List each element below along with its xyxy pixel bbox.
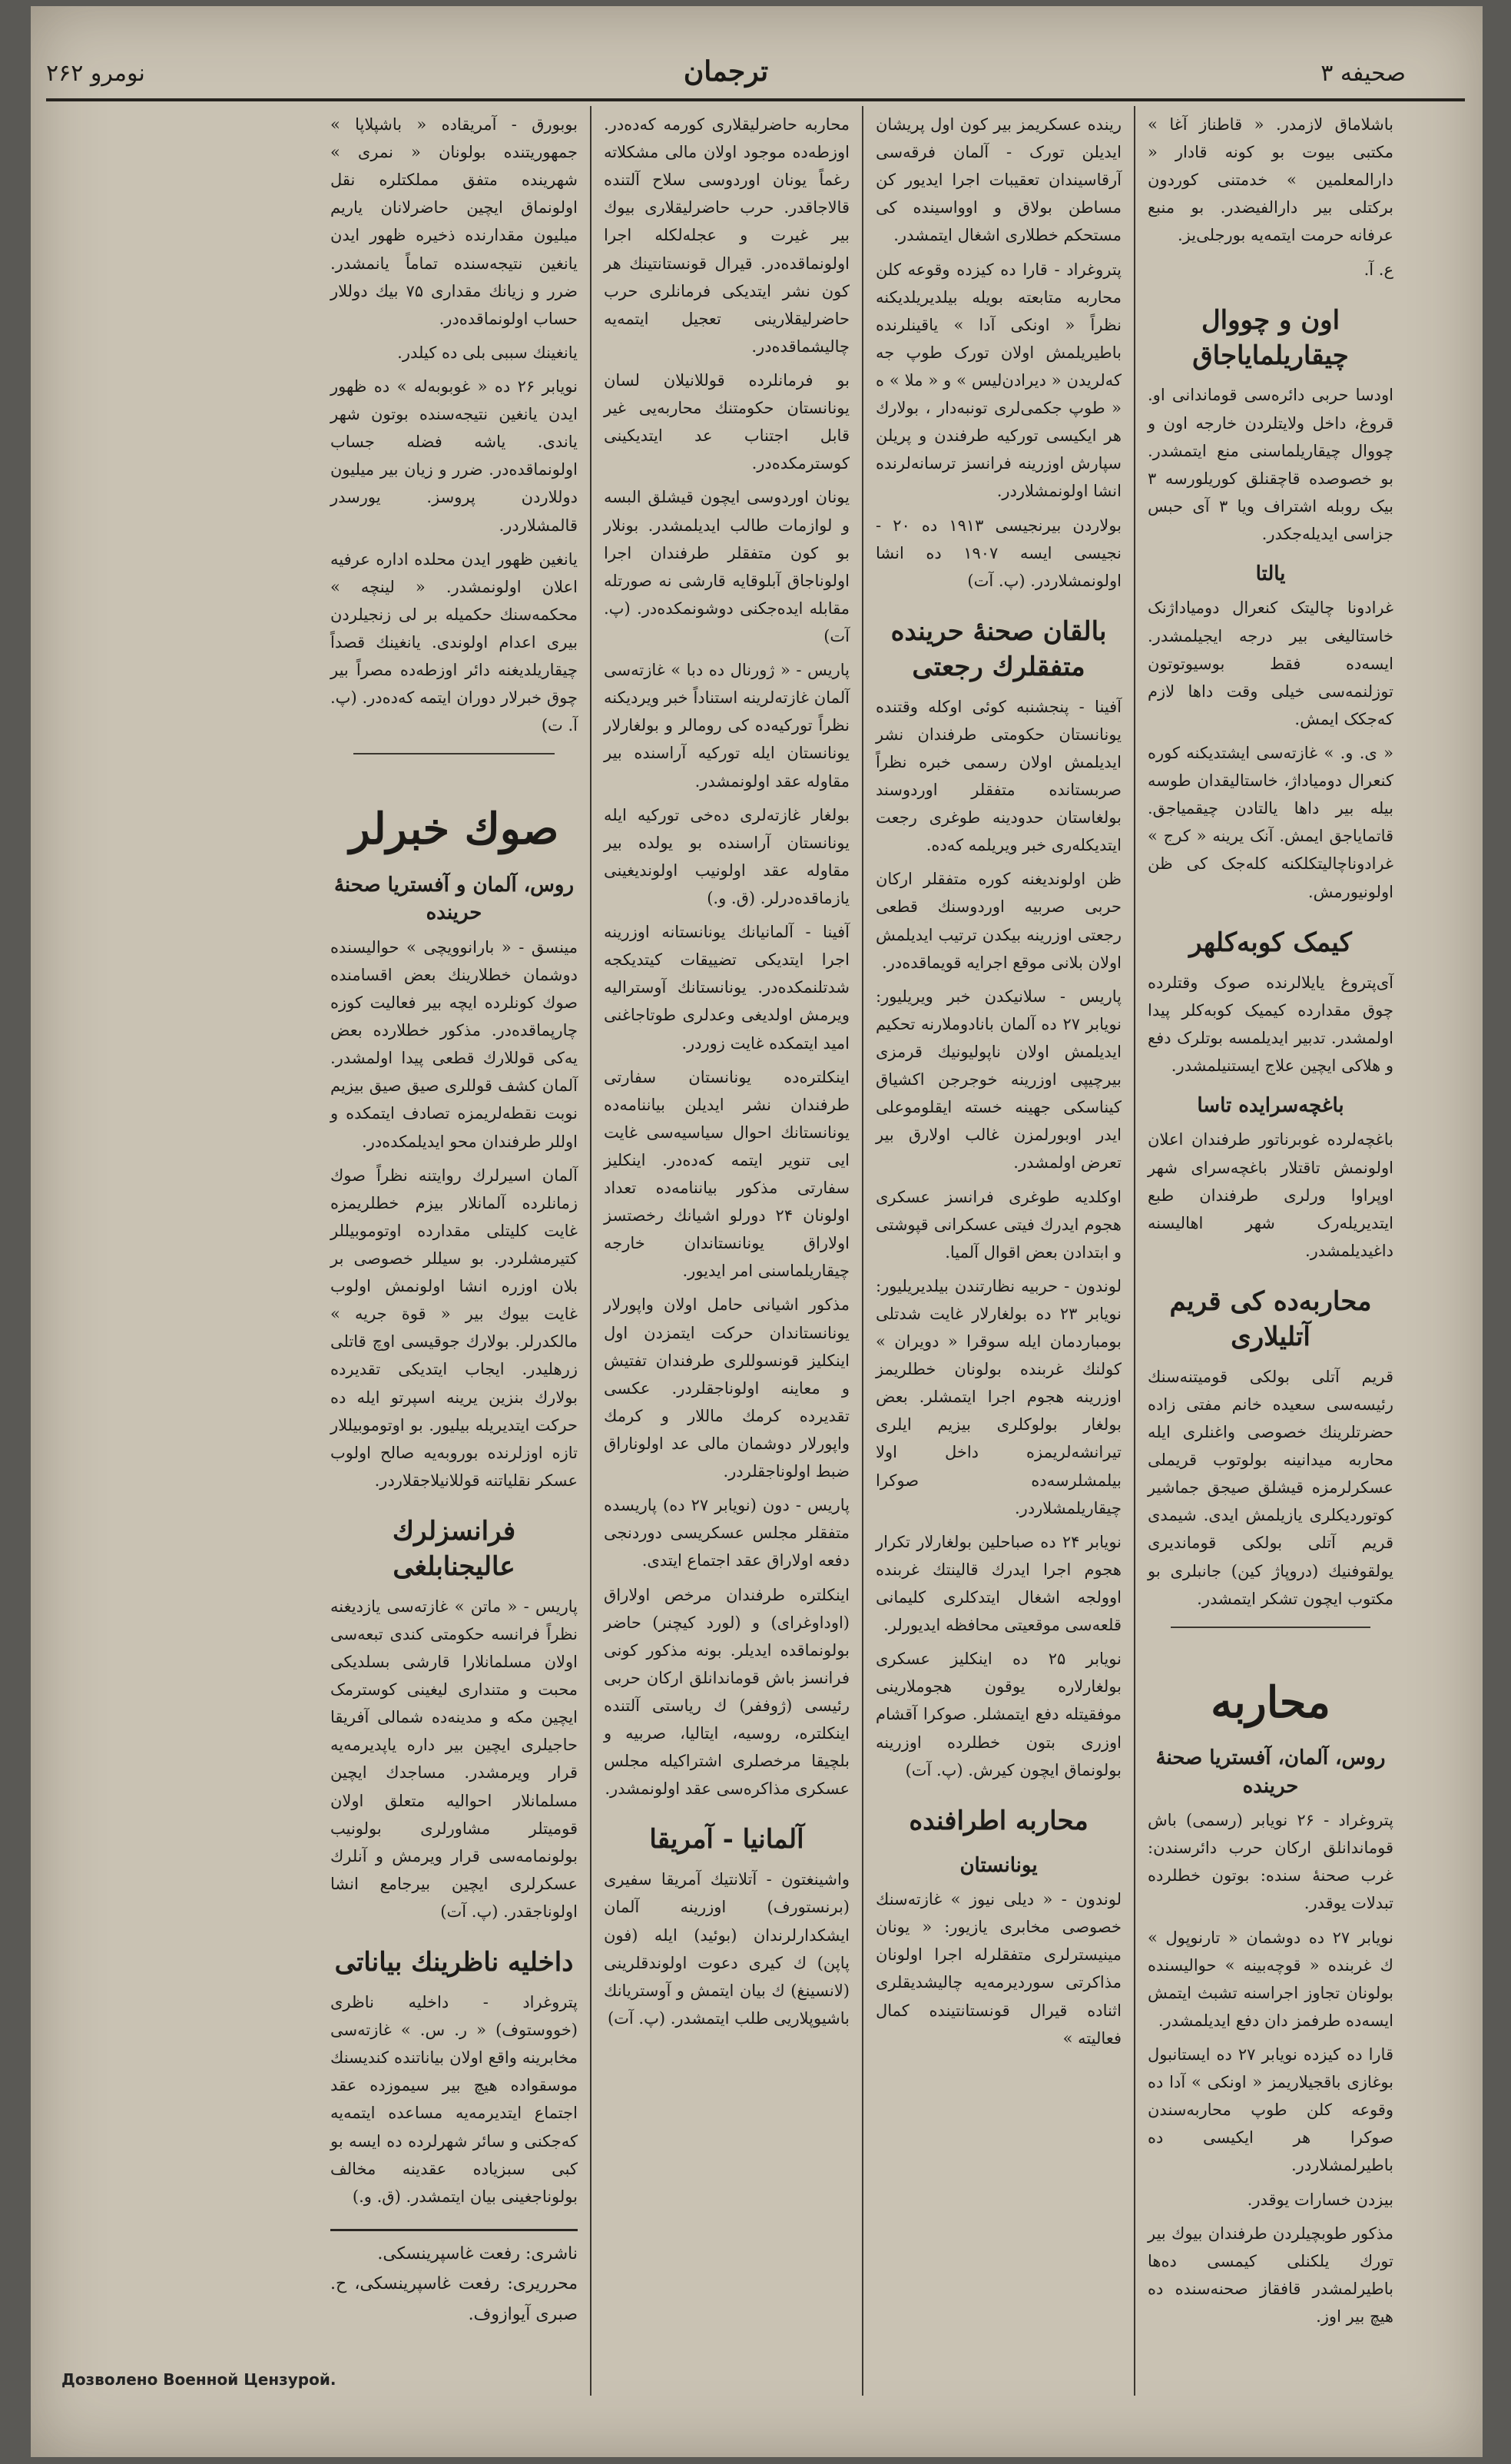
column-2	[862, 106, 1134, 2396]
article-paragraph: ظن اولوندیغنه کوره متفقلر ارکان حربی صربیه اوردوسنك قطعی رجعتی اوزرینه بیکدن ترتیب ایدیلمش اولان بلانی موقع اجرایه قویماقده‌در.	[876, 870, 1122, 972]
section-divider	[1171, 1627, 1370, 1628]
article-paragraph: پتروغراد - داخلیه ناظری (خووستوف) « ر. س. » غازته‌سی مخابرینه واقع اولان بیاناتنده کندیسنك موسقواده هیچ بیر سیموزده عقد اجتماع ایتدیرمه‌یه مساعده ایتمه‌یه که‌جکنی و سائر شهرلرده ده ایسه بو کبی سبزیاده عقدینه مخالف بولوناجغینی بیان ایتمشدر. (ق. و.)	[330, 1992, 578, 2206]
article-paragraph: پاریس - سلانیکدن خبر ویریلیور: نویابر ۲۷ ده آلمان بانادوملارنه تحکیم ایدیلمش اولان ناپولیونیك قرمزی بیرچیپی اوزرینه خوجرجن اکشیاق کیناسکی جهینه خسته ایقلوموعلی ایدر اوبورلمزن غالب اولارق بیر تعرض اولمشدر.	[876, 987, 1122, 1172]
article-subheading: روس، آلمان و آفستریا صحنهٔ حرینده	[333, 874, 575, 925]
section-headline: صوك خبرلر	[349, 804, 559, 855]
article-paragraph: بوبورق - آمریقاده « باشپلاپا » جمهوریتنده بولونان « نمری » شهرینده متفق مملکتلره نقل اولونماق ایچین حاضرلانان یاریم میلیون مقدارنده ذخیره ظهور ایدن یانغین نتیجه‌سنده تماماً یانمشدر. ضرر و زیانك مقداری ۷۵ بیك دوللار حساب اولونماقده‌در.	[330, 115, 578, 328]
article-paragraph: مذکور اشیانی حامل اولان واپورلار یونانستاندان حرکت ایتمزدن اول اینکلیز قونسوللری طرفندان تفتیش و معاینه اولوناجقلردر. عکسی تقدیرده کرمك ماللار و کرمك واپورلار دوشمان مالی عد اولوناراق ضبط اولوناجقلردر.	[604, 1295, 850, 1481]
article-paragraph: اینکلتره طرفندان مرخص اولاراق (اوداوغرای) و (لورد کیچنر) حاضر بولونماقده ایدیلر. بونه مذکور کونی فرانسز باش قوماندانلق ارکان حربی رئیسی (ژوففر) ك ریاستی آلتنده اینکلتره، روسیه، ایتالیا، صربیه و بلچیقا مرخصلری اشتراکیله مجلس عسکری مذاکره‌سی عقد اولونمشدر.	[604, 1585, 850, 1799]
article-paragraph: رینده عسکریمز بیر کون اول پریشان ایدیلن تورک - آلمان فرقه‌سی آرقاسیندان تعقیبات اجرا ایدیور کن مساطن بولاق و اوواسینده کی مستحکم خطلاری اشغال ایتمشدر.	[876, 115, 1122, 245]
article-paragraph: آفینا - پنجشنبه کوئی اوکله وقتنده یونانستان حکومتی طرفندان نشر ایدیلمش اولان رسمی خبره نظراً صربستانده متفقلر اوردوسند بولغاستان حدودینه طوغری رجعت ایتدیکله‌ری خبر ویریلمه که‌ده.	[876, 697, 1122, 855]
article-subheading: یونانستان	[959, 1853, 1038, 1877]
article-paragraph: باشلاماق لازمدر. « قاطناز آغا » مکتبی بیوت بو کونه قادار « دارالمعلمین » خدمتنی کوردون برکتلی بیر دارالفیضدر. بو منبع عرفانه حرمت ایتمه‌یه بورجلی‌یز.	[1148, 115, 1393, 245]
article-paragraph: یونان اوردوسی ایچون قیشلق البسه و لوازمات طالب ایدیلمشدر. بونلار بو کون متفقلر طرفندان اجرا اولوناجاق آبلوقایه قارشی نه صورتله مقابله ایده‌جکنی دوشونمکده‌در. (پ. آت)	[604, 488, 850, 645]
article-paragraph: آی‌پتروغ یایلالرنده صوک وقتلرده چوق مقدارده کیمیک کوبه‌کلر پیدا اولمشدر. تدبیر ایدیلمسه بوتلرک دفع و هلاکی ایچین علاج ایستنیلمشدر.	[1148, 973, 1393, 1075]
article-paragraph: آلمان اسیرلرك روایتنه نظراً صوك زمانلرده آلمانلار بیزم خطلریمزه غایت کلیتلی مقدارده اوتوموبیللر کتیرمشلردر. بو سیللر خصوصی بر بلان اوزره انشا اولونمش اولوب غایت بیوك بیر « قوة جریه » مالکدرلر. بولارك جوقیسی اوچ قاتلی زرهلیدر. ایجاب ایتدیکی تقدیرده بولارك بنزین یرینه اسپرتو ایله ده حرکت ایتدیریله بیلیور. بو اوتوموبیللار تازه اوزلرنده بوروبه‌یه صالح اولوب عسکر نقلیاتنه قوللانیلاجقلاردر.	[330, 1166, 578, 1490]
section-headline: محاربه	[1211, 1676, 1330, 1728]
credit-line: محرریری: رفعت غاسپرینسکی، ح. صبری آیوازوف.	[330, 2274, 578, 2325]
article-paragraph: نویابر ۲۵ ده اینکلیز عسکری بولغارلاره یوقون هجوملارینی موفقیتله دفع ایتمشلر. صوکرا آقشام اوزری بتون خطلرده اوزرینه بولونماق ایچون کیرش. (پ. آت)	[876, 1650, 1122, 1779]
article-paragraph: نویابر ۲۴ ده صباحلین بولغارلار تکرار هجوم اجرا ایدرك قالینتك غربنده اوولجه اشغال ایتدکلری کلیمانی قلعه‌سی موقعیتی محافظه ایدیورلر.	[876, 1532, 1122, 1635]
article-headline: محاربه‌ده کی قریم آتلیلاری	[1169, 1285, 1372, 1352]
column-1	[1134, 106, 1406, 2396]
article-paragraph: محاربه حاضرلیقلاری کورمه که‌ده‌در. اوزطه‌ده موجود اولان مالی مشکلاته رغماً یونان اوردوسی سلاح آلتنده قالاجاقدر. حرب حاضرلیقلاری بیوك بیر غیرت و عجله‌لکله اجرا اولونماقده‌در. قیرال قونستانتینك هر کون نشر ایتدیکی فرمانلری حرب حاضرلیقلارینی تعجیل ایتمه‌یه چالیشماقده‌در.	[604, 115, 850, 356]
article-paragraph: ع. آ.	[1364, 260, 1393, 279]
article-subheading: باغچه‌سرایده تاسا	[1197, 1094, 1344, 1118]
article-paragraph: واشینغتون - آتلانتیك آمریقا سفیری (برنستورف) اوزرینه آلمان ایشکدارلرندان (بوئید) ایله (فون پاپن) ك کیری دعوت اولوندقلرینی (لانسینغ) ك بیان ایتمش و آوستریانك باشیوپلاریی طلب ایتمشدر. (پ. آت)	[604, 1870, 850, 2028]
article-paragraph: بو فرمانلرده قوللانیلان لسان یونانستان حکومتنك محاربه‌یی غیر قابل اجتناب عد ایتدیکینی کوسترمکده‌در.	[604, 370, 850, 473]
publisher-credits	[330, 2229, 578, 2330]
column-3	[590, 106, 862, 2396]
article-paragraph: یانغین ظهور ایدن محلده اداره عرفیه اعلان اولونمشدر. « لینچه » محکمه‌سنك حکمیله بر لی زنجیلردن بیری اعدام اولوندی. یانغینك قصداً چیقاریلدیغنه دائر اوزطه‌ده مصراً بیر چوق خبرلار دوران ایتمه که‌ده‌در. (پ. آ. ت)	[330, 549, 578, 735]
newspaper-title: ترجمان	[683, 55, 769, 88]
article-paragraph: پاریس - دون (نویابر ۲۷ ده) پاریسده متفقلر مجلس عسکریسی دوردنجی دفعه اولاراق عقد اجتماع ایتدی.	[604, 1496, 850, 1570]
article-paragraph: نویابر ۲۶ ده « غوبوبه‌له » ده ظهور ایدن یانغین نتیجه‌سنده بوتون شهر یاندی. یاشه فضله جساب اولونماقده‌در. ضرر و زیان بیر میلیون دوللاردن پروسز. یورسدر قالمشلاردر.	[330, 376, 578, 535]
article-paragraph: پتروغراد - ۲۶ نویابر (رسمی) باش قوماندانلق ارکان حرب دائرسندن: غرب صحنهٔ سنده: بوتون خطلرده تبدلات یوقدر.	[1148, 1811, 1393, 1913]
article-headline: داخلیه ناظرینك بیاناتی	[334, 1947, 574, 1978]
article-paragraph: بولاردن بیرنجیسی ۱۹۱۳ ده ۲۰ - نجیسی ایسه ۱۹۰۷ ده انشا اولونمشلاردر. (پ. آت)	[876, 516, 1122, 590]
article-columns	[46, 106, 1406, 2396]
article-paragraph: لوندون - حربیه نظارتندن بیلدیریلیور: نویابر ۲۳ ده بولغارلار غایت شدتلی بومباردمان ایله سوقرا « دویران » کولنك غربنده بولونان خطلریمز اوزرینه هجوم اجرا ایتمشلر. بعض بولغار بولوکلری بیزیم ایلری تیرانشه‌لریمزه داخل اولا بیلمشلرسه‌ده صوکرا چیقاریلمشلاردر.	[876, 1276, 1122, 1517]
article-subheading: روس، آلمان، آفستریا صحنهٔ حرینده	[1155, 1746, 1386, 1798]
censor-stamp: Дозволено Военной Цензурой.	[61, 2370, 336, 2389]
article-headline: بالقان صحنهٔ حرینده متفقلرك رجعتی	[890, 615, 1107, 682]
page-number-label: صحیفه ۳	[1320, 60, 1406, 87]
article-paragraph: بولغار غازته‌لری ده‌خی تورکیه ایله یونانستان آراسنده بو یولده بیر مقاوله عقد اولونیب اولوندیغینی یازماقده‌درلر. (ق. و.)	[604, 805, 850, 907]
article-paragraph: آفینا - آلمانیانك یونانستانه اوزرینه اجرا ایتدیکی تضییقات کیتدیکجه شدتلنمکده‌در. یونانستانك آوسترالیه ویرمش اولدیغی وعدلری طوتاجاغنی امید ایتمکده غایت زوردر.	[604, 923, 850, 1053]
article-subheading: یالتا	[1255, 562, 1286, 586]
issue-number-label: نومرو ۲۶۲	[46, 60, 145, 87]
section-divider	[353, 753, 555, 754]
article-paragraph: اودسا حربی دائره‌سی قوماندانی او. قروغ، داخل ولایتلردن خارجه اون و چووال چیقاریلماسنی منع ایتمشدر. بو خصوصده قاچقنلق کوریلورسه ۳ بیک روبله اشتراف ویا ۳ آی حبس جزاسی ایدیله‌جکدر.	[1148, 386, 1394, 543]
article-headline: محاربه اطرافنده	[909, 1805, 1089, 1836]
article-paragraph: مینسق - « بارانوویچی » حوالیسنده دوشمان خطلارینك بعض اقسامنده صوك کونلرده ایچه بیر فعالیت کوزه چارپماقده‌در. مذکور خطلارده بعض یه‌کی قوللارك قطعی پیدا اولمشدر. آلمان کشف قوللری صیق صیق بیزیم نوبت نقطه‌لریمزه تصادف ایتمکده و اوللر طرفندان محو ایدیلمکده‌در.	[330, 937, 578, 1151]
credit-line: ناشری: رفعت غاسپرینسکی.	[377, 2243, 578, 2263]
article-paragraph: بیزدن خسارات یوقدر.	[1247, 2190, 1393, 2209]
article-headline: اون و چووال چیقاریلمایاجاق	[1192, 304, 1349, 371]
article-paragraph: پاریس - « ژورنال ده دبا » غازته‌سی آلمان غازته‌لرینه استناداً خبر ویردیکنه نظراً تورکیه‌ده کی رومالر و بولغارلار یونانستان ایله تورکیه آراسنده بیر مقاوله عقد اولونمشدر.	[604, 661, 850, 791]
article-paragraph: لوندون - « دیلی نیوز » غازته‌سنك خصوصی مخابری یازیور: « یونان مینیسترلری متفقلرله اجرا اولونان مذاکرتی سوردیرمه‌یه چالیشدیقلری اثناده قیرال قونستانتینده کمال فعالیته »	[876, 1890, 1122, 2048]
article-headline: آلمانیا - آمریقا	[649, 1824, 804, 1855]
article-paragraph: قارا ده کیزده نویابر ۲۷ ده ایستانبول بوغازی باقجیلاریمز « اونکی » آدا ده وقوعه کلن طوپ محاربه‌سندن صوکرا هر ایکیسی ده باطیرلمشلاردر.	[1148, 2044, 1393, 2175]
article-headline: فرانسزلرك عالیجنابلغی	[392, 1515, 516, 1582]
article-paragraph: باغچه‌لرده غوبرناتور طرفندان اعلان اولونمش تاقتلار باغچه‌سرای شهر اوپراوا ورلری طرفندان طبع ایتدیریله‌رک شهر اهالیسنه داغیدیلمشدر.	[1148, 1130, 1393, 1260]
column-4	[318, 106, 590, 2396]
article-paragraph: مذکور طوبچیلردن طرفندان بیوك بیر تورك یلکنلی کیمسی ده‌ها باطیرلمشدر قافقاز صحنه‌سنده ده هیچ بیر اوز.	[1148, 2224, 1393, 2326]
article-paragraph: غرادونا چالیتک کنعرال دومیاداژنک خاستالیغی بیر درجه ایجیلمشدر. ایسه‌ده فقط بوسیوتوتون توزلنمه‌سی خیلی وقت داها لازم که‌جکک ایمش.	[1148, 599, 1393, 728]
article-paragraph: اوکلدیه طوغری فرانسز عسکری هجوم ایدرك فیتی عسکرانی قپوشتی و ابتدادن بعض اقوال آلمیا.	[876, 1187, 1122, 1262]
article-paragraph: پتروغراد - قارا ده کیزده وقوعه کلن محاربه متابعته بویله بیلدیریلدیکنه نظراً « اونکی آدا » یاقینلرنده باطیریلمش اولان تورک طوپ جه که‌لریدن « دیرادن‌لیس » و « ملا » ه « طوپ جکمی‌لری تونبه‌دار ، بولارك هر ایکیسی تورکیه طرفندن و پریلن سپارش اوزرینه فرانسز ترسانه‌لرنده انشا اولونمشلاردر.	[876, 260, 1122, 501]
masthead	[46, 54, 1406, 100]
article-paragraph: « ی. و. » غازته‌سی ایشتدیکنه کوره کنعرال دومیاداژ، خاستالیقدان طوسه بیله بیر داها یالتادن چیقمیاجق. قاتمایاجق ایمش. آنک یرینه « کرج » غرادوناچالیتکلکنه کله‌جک کی ظن اولونیورمش.	[1148, 744, 1393, 901]
article-paragraph: پاریس - « ماتن » غازته‌سی یازدیغنه نظراً فرانسه حکومتی کندی تبعه‌سی اولان مسلمانلارا قارشی بسلدیکی محبت و متنداری لیغینی کوسترمک ایچین مکه و مدینه‌ده شمالی آفریقا حاجیلری ایچین بیر داره یاپدیرمه‌یه قرار ویرمشدر. مساجدك ایچین مسلمانلار احوالیه متعلق اولان قومیتلر مشاورلری بولونیب بولونمامه‌سی قرار ویرمش و آنلرك عسکرلری ایچین بیرجامع انشا اولوناجقدر. (پ. آت)	[330, 1597, 578, 1921]
article-paragraph: نویابر ۲۷ ده دوشمان « تارنوپول » ك غربنده « قوچه‌بینه » حوالیسنده بولونان تجاوز اجراسنه تشبث ایتمش ایسه‌ده طرفمز دان دفع ایدیلمشدر.	[1148, 1928, 1393, 2030]
masthead-rule	[46, 98, 1465, 101]
article-paragraph: قریم آتلی بولکی قومیتنه‌سنك رئیسه‌سی سعیده خانم مفتی زاده حضرتلرینك خصوصی واغنلری ایله محاربه میدانینه بولوتوب قریملی عسکرلرمزه قیشلق صیجق جماشیر کوتوردیکلری یازیلمش ایدی. شیمدی قریم آتلی بولکی قوماندیری یولقوفنیك (دروپاژ کین) جانبلری بو مکتوب ایچون تشکر ایتمشدر.	[1148, 1367, 1393, 1608]
article-paragraph: یانغینك سببی بلی ده کیلدر.	[397, 343, 578, 362]
article-paragraph: اینکلتره‌ده یونانستان سفارتی طرفندان نشر ایدیلن بیاننامه‌ده یونانستانك احوال سیاسیه‌سی غایت ایی تنویر ایتمه که‌ده‌در. اینکلیز سفارتی مذکور بیاننامه‌ده تعداد اولونان ۲۴ دورلو اشیانك رخصتسز اولاراق یونانستاندان خارجه چیقاریلماسنی امر ایدیور.	[604, 1067, 850, 1281]
article-headline: کیمک کوبه‌کلهر	[1189, 927, 1352, 958]
